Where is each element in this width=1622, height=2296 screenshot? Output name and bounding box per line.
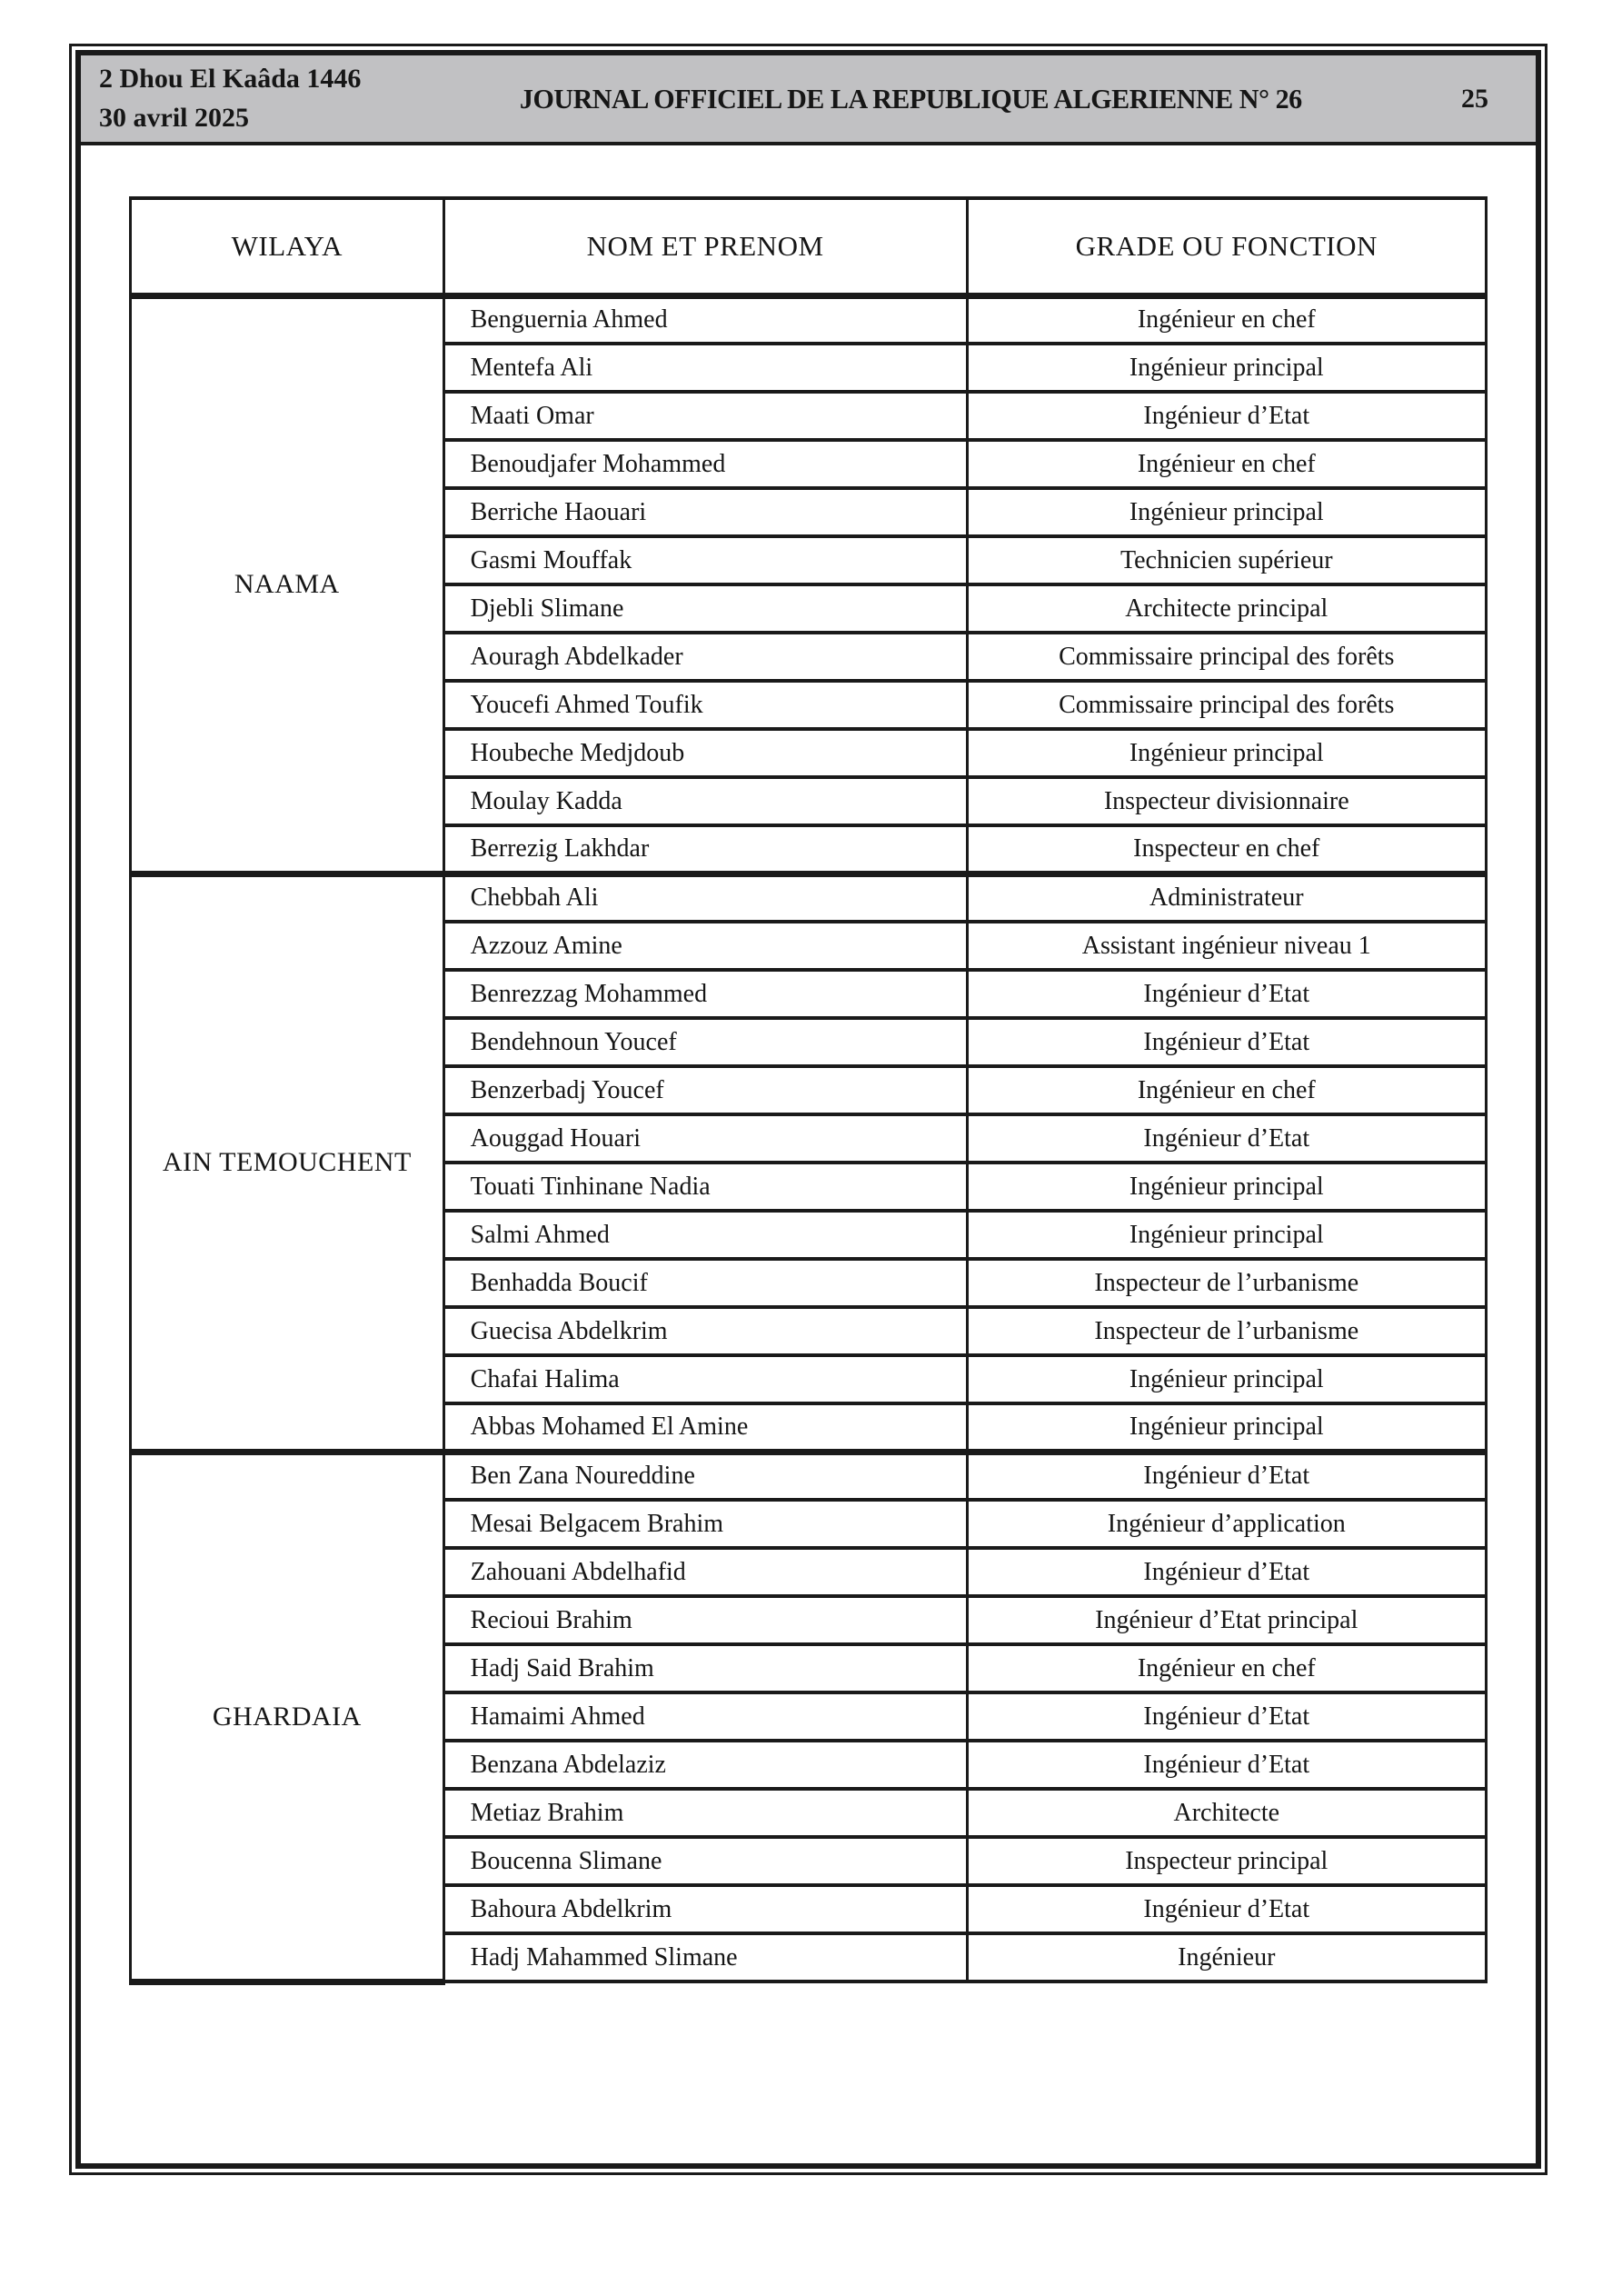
grade-cell: Ingénieur d’Etat [967,1692,1486,1741]
grade-cell: Ingénieur d’Etat principal [967,1596,1486,1644]
grade-cell: Ingénieur principal [967,488,1486,536]
name-cell: Chebbah Ali [443,873,967,922]
grade-cell: Inspecteur en chef [967,825,1486,873]
table-row [131,873,1487,922]
name-cell: Zahouani Abdelhafid [443,1548,967,1596]
grade-cell: Ingénieur en chef [967,1066,1486,1114]
wilaya-cell: GHARDAIA [131,1452,444,1982]
name-cell: Berriche Haouari [443,488,967,536]
grade-cell: Inspecteur de l’urbanisme [967,1259,1486,1307]
grade-cell: Ingénieur en chef [967,295,1486,344]
table-row [131,295,1487,344]
name-cell: Aouggad Houari [443,1114,967,1163]
grade-cell: Ingénieur principal [967,1211,1486,1259]
grade-cell: Technicien supérieur [967,536,1486,584]
name-cell: Ben Zana Noureddine [443,1452,967,1500]
grade-cell: Ingénieur en chef [967,440,1486,488]
name-cell: Azzouz Amine [443,922,967,970]
column-header-wilaya: WILAYA [131,198,444,295]
name-cell: Metiaz Brahim [443,1789,967,1837]
grade-cell: Ingénieur [967,1933,1486,1982]
name-cell: Moulay Kadda [443,777,967,825]
grade-cell: Ingénieur d’Etat [967,970,1486,1018]
name-cell: Bendehnoun Youcef [443,1018,967,1066]
name-cell: Mesai Belgacem Brahim [443,1500,967,1548]
name-cell: Benrezzag Mohammed [443,970,967,1018]
name-cell: Recioui Brahim [443,1596,967,1644]
name-cell: Touati Tinhinane Nadia [443,1163,967,1211]
wilaya-cell: AIN TEMOUCHENT [131,873,444,1452]
grade-cell: Ingénieur d’Etat [967,1885,1486,1933]
grade-cell: Ingénieur d’Etat [967,1018,1486,1066]
grade-cell: Ingénieur principal [967,1403,1486,1452]
wilaya-cell: NAAMA [131,295,444,873]
grade-cell: Assistant ingénieur niveau 1 [967,922,1486,970]
grade-cell: Ingénieur d’application [967,1500,1486,1548]
issue-date-hijri: 2 Dhou El Kaâda 1446 [99,63,362,94]
table-header [131,198,1487,295]
name-cell: Berrezig Lakhdar [443,825,967,873]
grade-cell: Ingénieur principal [967,729,1486,777]
page-border-frame-inner [75,50,1541,2169]
name-cell: Hadj Said Brahim [443,1644,967,1692]
name-cell: Benzerbadj Youcef [443,1066,967,1114]
name-cell: Maati Omar [443,392,967,440]
column-header-grade-ou-fonction: GRADE OU FONCTION [967,198,1486,295]
grade-cell: Inspecteur de l’urbanisme [967,1307,1486,1355]
grade-cell: Ingénieur d’Etat [967,1114,1486,1163]
name-cell: Djebli Slimane [443,584,967,633]
grade-cell: Architecte principal [967,584,1486,633]
page-number: 25 [1461,83,1488,114]
name-cell: Boucenna Slimane [443,1837,967,1885]
issue-dates [81,60,361,137]
name-cell: Youcefi Ahmed Toufik [443,681,967,729]
page-border-frame [69,44,1547,2175]
grade-cell: Commissaire principal des forêts [967,681,1486,729]
name-cell: Benzana Abdelaziz [443,1741,967,1789]
grade-cell: Ingénieur principal [967,344,1486,392]
grade-cell: Inspecteur divisionnaire [967,777,1486,825]
name-cell: Benoudjafer Mohammed [443,440,967,488]
column-header-nom-et-prenom: NOM ET PRENOM [443,198,967,295]
name-cell: Guecisa Abdelkrim [443,1307,967,1355]
name-cell: Mentefa Ali [443,344,967,392]
grade-cell: Ingénieur principal [967,1163,1486,1211]
issue-date-gregorian: 30 avril 2025 [99,102,249,133]
name-cell: Houbeche Medjdoub [443,729,967,777]
table-header-row [131,198,1487,295]
grade-cell: Administrateur [967,873,1486,922]
grade-cell: Ingénieur d’Etat [967,1452,1486,1500]
grade-cell: Ingénieur d’Etat [967,392,1486,440]
grade-cell: Inspecteur principal [967,1837,1486,1885]
name-cell: Abbas Mohamed El Amine [443,1403,967,1452]
name-cell: Hamaimi Ahmed [443,1692,967,1741]
name-cell: Hadj Mahammed Slimane [443,1933,967,1982]
table-body [131,295,1487,1982]
grade-cell: Architecte [967,1789,1486,1837]
grade-cell: Commissaire principal des forêts [967,633,1486,681]
grade-cell: Ingénieur d’Etat [967,1741,1486,1789]
journal-header-band [81,55,1536,145]
grade-cell: Ingénieur d’Etat [967,1548,1486,1596]
name-cell: Chafai Halima [443,1355,967,1403]
appointments-table [129,196,1488,1985]
journal-title: JOURNAL OFFICIEL DE LA REPUBLIQUE ALGERIENNE N° 26 [520,82,1303,115]
table-row [131,1452,1487,1500]
name-cell: Aouragh Abdelkader [443,633,967,681]
grade-cell: Ingénieur principal [967,1355,1486,1403]
name-cell: Salmi Ahmed [443,1211,967,1259]
name-cell: Gasmi Mouffak [443,536,967,584]
name-cell: Benhadda Boucif [443,1259,967,1307]
grade-cell: Ingénieur en chef [967,1644,1486,1692]
name-cell: Bahoura Abdelkrim [443,1885,967,1933]
name-cell: Benguernia Ahmed [443,295,967,344]
